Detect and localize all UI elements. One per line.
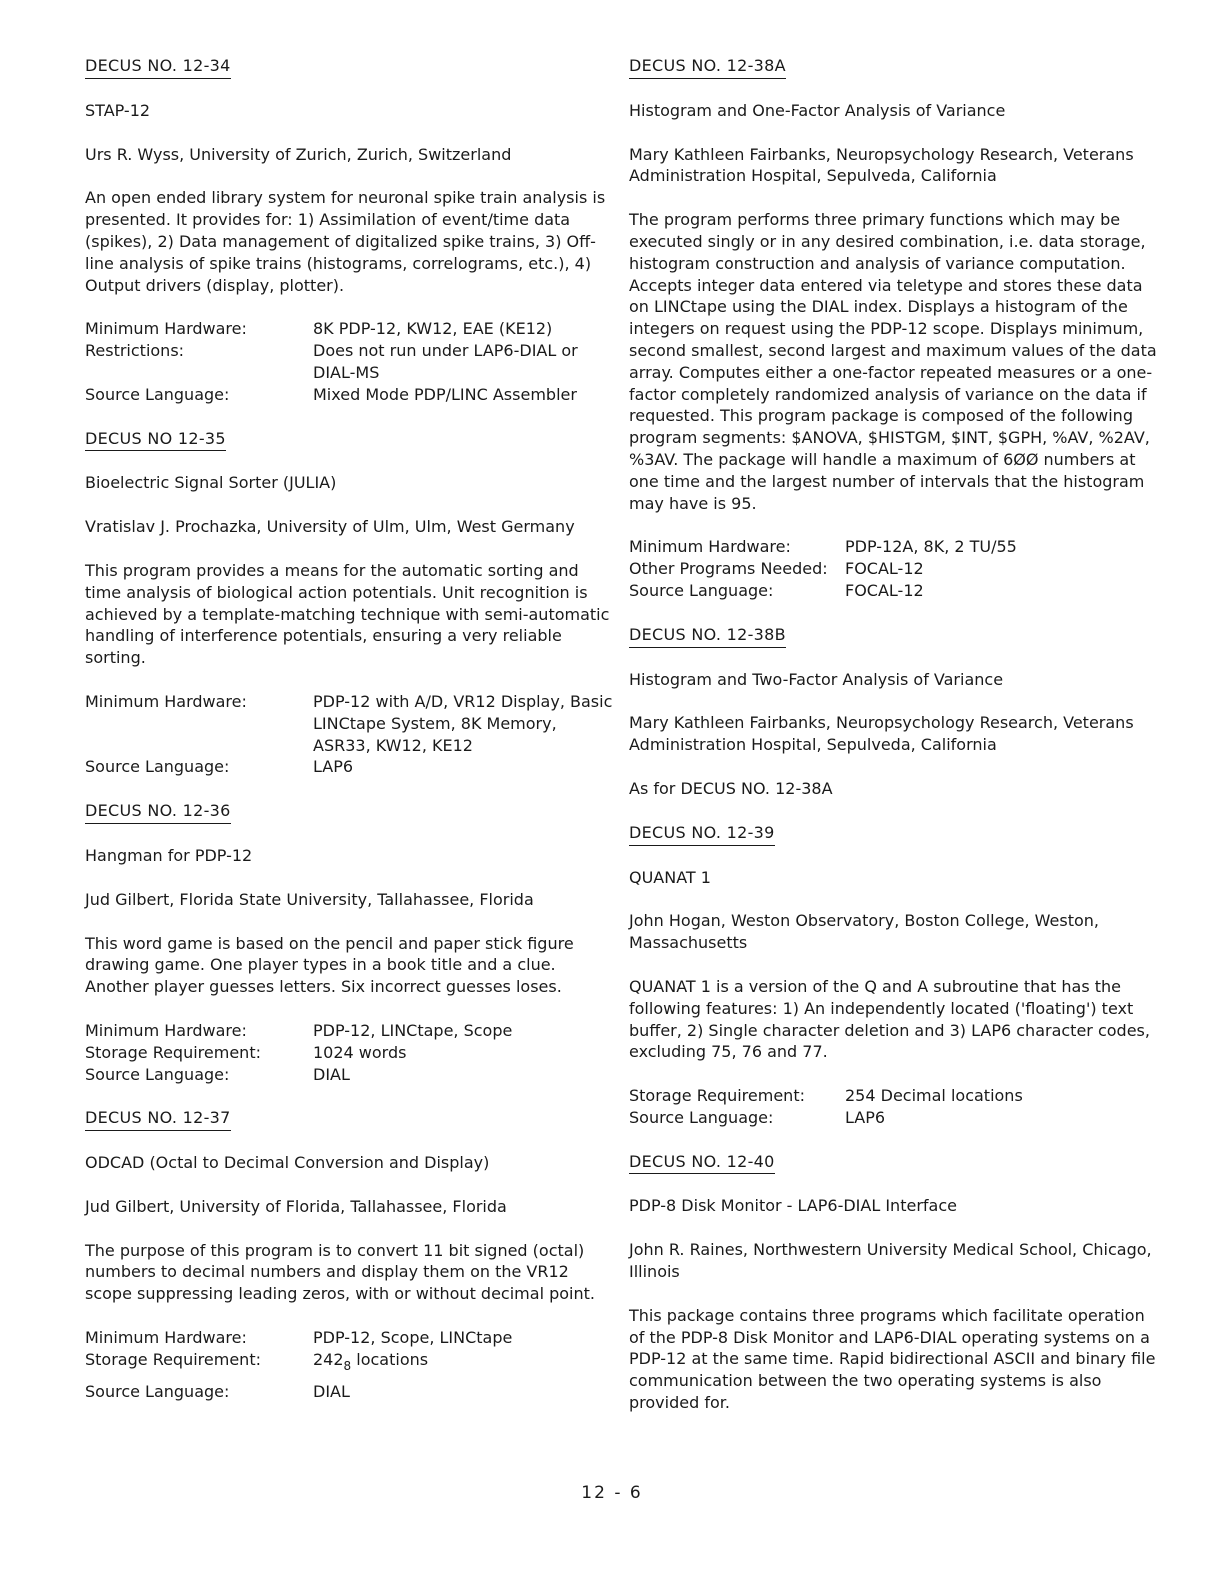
entry-title: Histogram and One-Factor Analysis of Variance — [629, 100, 1006, 120]
field-value: 1024 words — [313, 1042, 407, 1062]
field-value: FOCAL-12 — [845, 559, 924, 579]
field-row — [85, 1327, 615, 1349]
storage-value: 242 — [313, 1349, 344, 1369]
field-row — [85, 756, 615, 778]
field-row — [629, 1107, 1159, 1129]
entry-fields — [85, 318, 615, 405]
entry-number: DECUS NO. 12-34 — [85, 55, 231, 79]
field-row — [85, 1349, 615, 1371]
field-row — [85, 691, 615, 756]
entry-author: Urs R. Wyss, University of Zurich, Zurich, Switzerland — [85, 144, 512, 164]
field-row — [85, 318, 615, 340]
field-label: Source Language: — [629, 1107, 774, 1127]
entry-12-38a — [629, 55, 1159, 602]
field-value: LAP6 — [313, 757, 354, 777]
entry-title: STAP-12 — [85, 100, 151, 120]
field-label: Source Language: — [85, 384, 230, 404]
field-row — [85, 1064, 615, 1086]
field-value: PDP-12 with A/D, VR12 Display, Basic LINCtape System, 8K Memory, ASR33, KW12, KE12 — [313, 691, 613, 755]
field-value: PDP-12, Scope, LINCtape — [313, 1328, 513, 1348]
entry-fields — [629, 536, 1159, 601]
entry-description: The program performs three primary functions which may be executed singly or in any desired combination, i.e. data storage, histogram construction and analysis of variance computation. Accepts integer data entered via teletype and stores these data on LINCtape using the DIAL index. Displays a histogram of the integers on request using the PDP-12 scope. Displays minimum, second smallest, second largest and maximum values of the data array. Computes either a one-factor repeated measures or a one-factor completely randomized analysis of variance on the data if requested. This program package is composed of the following program segments: $ANOVA, $HISTGM, $INT, $GPH, %AV, %2AV, %3AV. The package will handle a maximum of 6ØØ numbers at one time and the largest number of intervals that the histogram may have is 95. — [629, 210, 1157, 513]
storage-suffix: locations — [351, 1349, 429, 1369]
field-value: PDP-12A, 8K, 2 TU/55 — [845, 537, 1017, 557]
entry-fields — [629, 1085, 1159, 1129]
field-label: Minimum Hardware: — [85, 691, 247, 711]
field-label: Minimum Hardware: — [85, 1328, 247, 1348]
field-row — [85, 1381, 615, 1403]
field-label: Storage Requirement: — [629, 1086, 805, 1106]
field-row — [85, 340, 615, 384]
field-row — [629, 558, 1159, 580]
entry-title: Histogram and Two-Factor Analysis of Variance — [629, 669, 1004, 689]
entry-author: Mary Kathleen Fairbanks, Neuropsychology Research, Veterans Administration Hospital, Sepulveda, California — [629, 144, 1134, 186]
octal-subscript: 8 — [343, 1358, 352, 1373]
page-number: 12 - 6 — [581, 1483, 643, 1503]
entry-12-40 — [629, 1151, 1159, 1414]
entry-title: ODCAD (Octal to Decimal Conversion and Display) — [85, 1153, 490, 1173]
entry-author: John Hogan, Weston Observatory, Boston College, Weston, Massachusetts — [629, 911, 1099, 953]
entry-12-34 — [85, 55, 615, 406]
entry-description: The purpose of this program is to convert 11 bit signed (octal) numbers to decimal numbers and display them on the VR12 scope suppressing leading zeros, with or without decimal point. — [85, 1240, 595, 1304]
field-value: 254 Decimal locations — [845, 1086, 1023, 1106]
entry-number: DECUS NO 12-35 — [85, 428, 226, 452]
entry-12-37 — [85, 1107, 615, 1402]
field-label: Other Programs Needed: — [629, 559, 828, 579]
field-row — [85, 1020, 615, 1042]
entry-description: QUANAT 1 is a version of the Q and A subroutine that has the following features: 1) An independently located ('floating') text buffer, 2) Single character deletion and 3) LAP6 character codes, excluding 75, 76 and 77. — [629, 976, 1150, 1062]
entry-title: PDP-8 Disk Monitor - LAP6-DIAL Interface — [629, 1196, 957, 1216]
field-label: Storage Requirement: — [85, 1042, 261, 1062]
right-column — [629, 55, 1159, 1436]
entry-author: Mary Kathleen Fairbanks, Neuropsychology Research, Veterans Administration Hospital, Sepulveda, California — [629, 713, 1134, 755]
field-value: Mixed Mode PDP/LINC Assembler — [313, 384, 577, 404]
entry-number: DECUS NO. 12-36 — [85, 800, 231, 824]
field-value: DIAL — [313, 1064, 350, 1084]
entry-12-36 — [85, 800, 615, 1085]
field-value: Does not run under LAP6-DIAL or DIAL-MS — [313, 341, 578, 382]
field-label: Source Language: — [629, 580, 774, 600]
field-row — [629, 536, 1159, 558]
entry-title: QUANAT 1 — [629, 867, 711, 887]
entry-number: DECUS NO. 12-38B — [629, 624, 786, 648]
entry-12-35 — [85, 428, 615, 779]
field-value: DIAL — [313, 1381, 350, 1401]
entry-title: Bioelectric Signal Sorter (JULIA) — [85, 473, 337, 493]
entry-12-39 — [629, 822, 1159, 1129]
entry-description: An open ended library system for neuronal spike train analysis is presented. It provides for: 1) Assimilation of event/time data (spikes), 2) Data management of digitalized spike trains, 3) Off-line analysis of spike trains (histograms, correlograms, etc.), 4) Output drivers (display, plotter). — [85, 188, 606, 295]
field-label: Minimum Hardware: — [85, 319, 247, 339]
entry-description: This package contains three programs which facilitate operation of the PDP-8 Disk Monitor and LAP6-DIAL operating systems on a PDP-12 at the same time. Rapid bidirectional ASCII and binary file communication between the two operating systems is also provided for. — [629, 1305, 1156, 1413]
entry-description: This word game is based on the pencil and paper stick figure drawing game. One player types in a book title and a clue. Another player guesses letters. Six incorrect guesses loses. — [85, 933, 574, 997]
field-value — [313, 1349, 615, 1371]
field-value: LAP6 — [845, 1107, 886, 1127]
entry-fields — [85, 691, 615, 778]
field-label: Minimum Hardware: — [629, 537, 791, 557]
field-label: Restrictions: — [85, 341, 185, 361]
field-value: PDP-12, LINCtape, Scope — [313, 1020, 513, 1040]
field-row — [629, 1085, 1159, 1107]
entry-number: DECUS NO. 12-40 — [629, 1151, 775, 1175]
entry-12-38b — [629, 624, 1159, 800]
entry-description: This program provides a means for the automatic sorting and time analysis of biological action potentials. Unit recognition is achieved by a template-matching technique with semi-automatic handling of interference potentials, ensuring a very reliable sorting. — [85, 560, 610, 668]
left-column — [85, 55, 615, 1424]
entry-title: Hangman for PDP-12 — [85, 845, 253, 865]
entry-number: DECUS NO. 12-38A — [629, 55, 786, 79]
field-row — [85, 384, 615, 406]
field-label: Source Language: — [85, 1064, 230, 1084]
entry-number: DECUS NO. 12-37 — [85, 1107, 231, 1131]
field-value: FOCAL-12 — [845, 580, 924, 600]
entry-author: Vratislav J. Prochazka, University of Ulm, Ulm, West Germany — [85, 517, 575, 537]
field-row — [85, 1042, 615, 1064]
entry-author: Jud Gilbert, University of Florida, Tallahassee, Florida — [85, 1196, 507, 1216]
entry-number: DECUS NO. 12-39 — [629, 822, 775, 846]
entry-fields — [85, 1020, 615, 1085]
field-label: Source Language: — [85, 757, 230, 777]
entry-fields — [85, 1327, 615, 1402]
entry-description: As for DECUS NO. 12-38A — [629, 778, 833, 798]
field-label: Storage Requirement: — [85, 1349, 261, 1369]
field-value: 8K PDP-12, KW12, EAE (KE12) — [313, 319, 553, 339]
field-label: Source Language: — [85, 1381, 230, 1401]
field-row — [629, 580, 1159, 602]
entry-author: Jud Gilbert, Florida State University, Tallahassee, Florida — [85, 889, 534, 909]
field-label: Minimum Hardware: — [85, 1020, 247, 1040]
entry-author: John R. Raines, Northwestern University Medical School, Chicago, Illinois — [629, 1240, 1152, 1282]
